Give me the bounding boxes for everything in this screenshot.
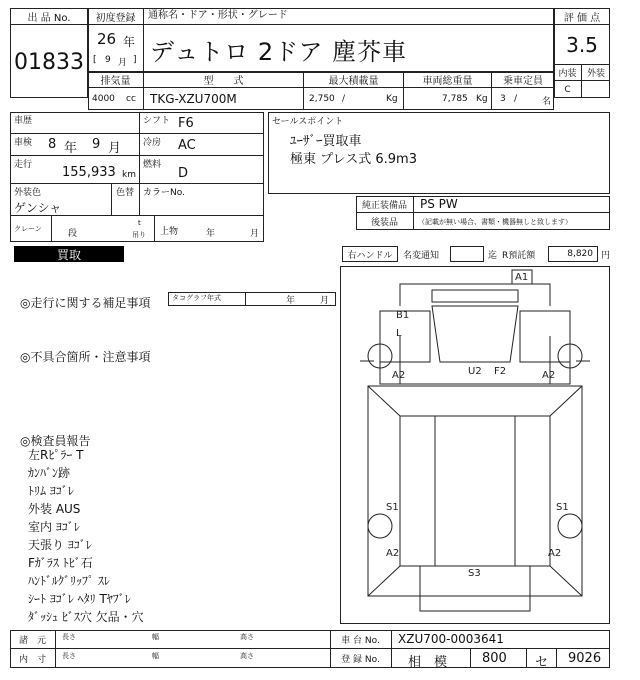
reg-class: 800 bbox=[482, 651, 507, 666]
inspection-year-unit: 年 bbox=[64, 141, 78, 156]
displacement-unit: cc bbox=[126, 94, 136, 104]
mark-l: L bbox=[396, 328, 402, 339]
mileage-value: 155,933 bbox=[62, 165, 116, 180]
capacity-label: 乗車定員 bbox=[492, 72, 554, 88]
mark-f2: F2 bbox=[494, 366, 507, 377]
crane-lift: 吊り bbox=[132, 231, 146, 239]
report-line: 外装 AUS bbox=[28, 502, 81, 516]
month-bracket-open: [ bbox=[93, 55, 97, 65]
wheel-rear-left bbox=[368, 514, 392, 538]
truck-diagram bbox=[340, 266, 610, 624]
fuel-label: 燃料 bbox=[143, 160, 162, 170]
mark-a1: A1 bbox=[515, 272, 529, 283]
sales-point-line2: 極東 プレス式 6.9m3 bbox=[290, 152, 417, 167]
first-reg-month: 9 bbox=[105, 55, 111, 65]
chassis-no: XZU700-0003641 bbox=[398, 632, 504, 646]
mark-a2-left-bottom: A2 bbox=[386, 548, 400, 559]
upper-year: 年 bbox=[206, 229, 216, 239]
wheel-rear-right bbox=[558, 514, 582, 538]
gross-weight-label: 車両総重量 bbox=[404, 72, 492, 88]
report-line: ﾊﾝﾄﾞﾙｸﾞﾘｯﾌﾟ ｽﾚ bbox=[28, 574, 110, 588]
interior-length-label: 長さ bbox=[62, 652, 76, 660]
mark-u2: U2 bbox=[468, 366, 482, 377]
first-reg-label: 初度登録 bbox=[88, 8, 144, 25]
mark-s3: S3 bbox=[468, 568, 481, 579]
exterior-grade bbox=[582, 81, 610, 98]
aftermarket-label: 後装品 bbox=[356, 213, 414, 230]
ac-label: 冷房 bbox=[143, 138, 162, 148]
supplement-label: ◎走行に関する補足事項 bbox=[20, 296, 151, 310]
color-change-label: 色替 bbox=[116, 188, 135, 198]
mark-a2-left-top: A2 bbox=[392, 370, 406, 381]
car-name: デュトロ 2ドア 塵芥車 bbox=[150, 38, 408, 66]
mileage-label: 走行 bbox=[14, 160, 33, 170]
displacement-label: 排気量 bbox=[88, 72, 144, 88]
inspection-year: 8 bbox=[48, 137, 57, 152]
gross-weight-unit: Kg bbox=[476, 94, 488, 104]
name-label: 通称名・ドア・形状・グレード bbox=[144, 8, 554, 25]
r-calc-unit: 円 bbox=[601, 251, 611, 261]
exterior-grade-label: 外装 bbox=[582, 64, 610, 81]
displacement-value: 4000 bbox=[92, 94, 115, 104]
interior-width-label: 幅 bbox=[152, 652, 159, 660]
grade-value: 3.5 bbox=[566, 33, 598, 57]
max-load-slash: / bbox=[342, 94, 346, 104]
inspection-month-unit: 月 bbox=[108, 141, 122, 156]
sales-point-line1: ﾕｰｻﾞｰ買取車 bbox=[290, 134, 362, 149]
purchase-badge: 買取 bbox=[14, 246, 124, 262]
inspector-report bbox=[28, 446, 144, 626]
body-top-fold bbox=[368, 386, 582, 416]
report-line: 天張り ﾖｺﾞﾚ bbox=[28, 538, 92, 552]
fuel-value: D bbox=[178, 166, 189, 181]
cab-windshield-top bbox=[432, 290, 518, 302]
interior-grade: C bbox=[554, 81, 582, 98]
report-line: ﾄﾘﾑ ﾖｺﾞﾚ bbox=[28, 484, 74, 498]
chassis-label: 車 台 No. bbox=[330, 630, 392, 649]
capacity-slash: / bbox=[514, 94, 518, 104]
interior-height-label: 高さ bbox=[240, 652, 254, 660]
reg-divider-3 bbox=[556, 649, 557, 668]
mark-s1-right: S1 bbox=[556, 502, 569, 513]
tacho-label: タコグラフ年式 bbox=[168, 292, 246, 306]
length-label: 長さ bbox=[62, 633, 76, 641]
interior-dims-label: 内 寸 bbox=[10, 649, 56, 668]
mark-a2-right-bottom: A2 bbox=[548, 548, 562, 559]
upper-label: 上物 bbox=[160, 227, 179, 237]
mark-a2-right-top: A2 bbox=[542, 370, 556, 381]
grade-label: 評 価 点 bbox=[554, 8, 610, 25]
reg-divider-1 bbox=[470, 649, 471, 668]
crane-label: クレーン bbox=[14, 225, 42, 233]
equipment-value: PS PW bbox=[414, 196, 610, 213]
gross-weight-value: 7,785 bbox=[442, 94, 468, 104]
crane-step: 段 bbox=[68, 229, 78, 239]
upper-month: 月 bbox=[250, 229, 260, 239]
tacho-month: 月 bbox=[320, 296, 330, 306]
shift-value: F6 bbox=[178, 116, 194, 131]
report-line: ｼｰﾄ ﾖｺﾞﾚ ﾍﾀﾘ Tﾔﾌﾞﾚ bbox=[28, 592, 131, 606]
sales-point-label: セールスポイント bbox=[272, 117, 344, 127]
report-line: ｶﾝﾊﾞﾝ跡 bbox=[28, 466, 71, 480]
max-load-label: 最大積載量 bbox=[304, 72, 404, 88]
r-calc-label: R預託額 bbox=[502, 251, 536, 261]
lot-label: 出 品 No. bbox=[10, 8, 88, 25]
reg-area: 相 模 bbox=[408, 655, 448, 670]
first-reg-year-unit: 年 bbox=[123, 35, 136, 49]
tacho-year: 年 bbox=[286, 296, 296, 306]
exterior-color-value: ゲンシャ bbox=[14, 201, 62, 215]
month-bracket-close: ] bbox=[133, 55, 137, 65]
mark-s1-left: S1 bbox=[386, 502, 399, 513]
crane-t: t bbox=[138, 219, 141, 227]
capacity-value: 3 bbox=[500, 94, 506, 104]
inspection-month: 9 bbox=[92, 137, 101, 152]
cab-right-door bbox=[520, 311, 570, 362]
capacity-unit: 名 bbox=[542, 97, 552, 107]
report-line: 左Rﾋﾟﾗｰ T bbox=[28, 448, 84, 462]
r-calc-value: 8,820 bbox=[548, 246, 598, 262]
history-label: 車歴 bbox=[14, 116, 33, 126]
right-handle: 右ハンドル bbox=[342, 246, 398, 262]
report-line: ﾀﾞｯｼｭ ﾋﾞｽ穴 欠品・穴 bbox=[28, 610, 144, 624]
reg-kana: セ bbox=[535, 655, 549, 670]
height-label: 高さ bbox=[240, 633, 254, 641]
report-line: Fｶﾞﾗｽ ﾄﾋﾞ石 bbox=[28, 556, 93, 570]
name-change-box bbox=[450, 246, 484, 262]
model-value: TKG-XZU700M bbox=[144, 88, 304, 110]
aftermarket-note: （記載が無い場合、書類・機器無しと致します） bbox=[418, 218, 572, 226]
first-reg-year: 26 bbox=[97, 30, 117, 48]
footer-row-1 bbox=[10, 630, 610, 649]
report-line: 室内 ﾖｺﾞﾚ bbox=[28, 520, 80, 534]
ac-value: AC bbox=[178, 138, 196, 153]
r-calc-prefix: 迄 bbox=[488, 251, 498, 261]
dims-label: 諸 元 bbox=[10, 630, 56, 649]
crane-divider bbox=[154, 216, 155, 242]
first-reg-month-unit: 月 bbox=[118, 58, 128, 68]
defects-label: ◎不具合箇所・注意事項 bbox=[20, 350, 151, 364]
cab-hood bbox=[432, 306, 518, 362]
inspector-label: ◎検査員報告 bbox=[20, 434, 91, 448]
mileage-unit: km bbox=[122, 170, 136, 180]
inspection-label: 車検 bbox=[14, 138, 33, 148]
lot-number: 01833 bbox=[14, 49, 84, 75]
width-label: 幅 bbox=[152, 633, 159, 641]
color-code-label: カラーNo. bbox=[143, 188, 185, 198]
equipment-label: 純正装備品 bbox=[356, 196, 414, 213]
reg-label: 登 録 No. bbox=[330, 649, 392, 668]
shift-label: シフト bbox=[143, 116, 171, 126]
mark-b1: B1 bbox=[396, 310, 410, 321]
reg-divider-2 bbox=[526, 649, 527, 668]
model-label: 型 式 bbox=[144, 72, 304, 88]
name-change-label: 名変通知 bbox=[403, 251, 440, 261]
reg-number: 9026 bbox=[568, 651, 602, 666]
max-load-value: 2,750 bbox=[309, 94, 335, 104]
max-load-unit: Kg bbox=[386, 94, 398, 104]
exterior-color-label: 外装色 bbox=[14, 188, 42, 198]
cab-roof bbox=[400, 284, 550, 306]
interior-grade-label: 内装 bbox=[554, 64, 582, 81]
